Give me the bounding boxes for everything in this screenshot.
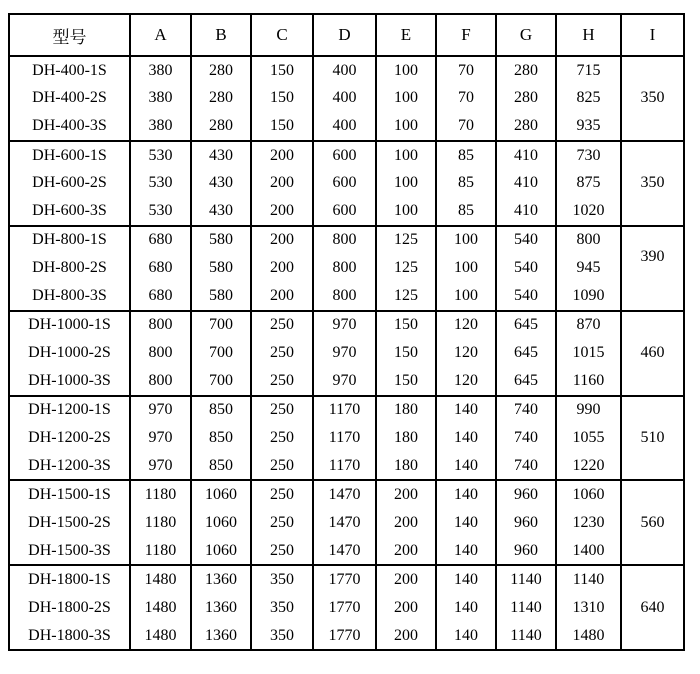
value-cell-a: 1480	[130, 565, 191, 593]
value-cell-g: 1140	[496, 565, 556, 593]
column-header-a: A	[130, 14, 191, 56]
value-cell-h: 870	[556, 311, 621, 339]
value-cell-c: 250	[251, 537, 313, 565]
value-cell-d: 800	[313, 282, 376, 310]
value-cell-b: 850	[191, 424, 251, 452]
value-cell-a: 530	[130, 197, 191, 225]
value-cell-b: 850	[191, 396, 251, 424]
value-cell-f: 140	[436, 509, 496, 537]
value-cell-c: 250	[251, 367, 313, 395]
value-cell-e: 150	[376, 311, 436, 339]
value-cell-f: 120	[436, 339, 496, 367]
model-cell: DH-400-2S	[9, 84, 130, 112]
value-cell-e: 200	[376, 537, 436, 565]
value-cell-d: 400	[313, 84, 376, 112]
value-cell-a: 680	[130, 254, 191, 282]
value-cell-b: 430	[191, 169, 251, 197]
dimension-spec-table	[8, 13, 685, 651]
value-cell-f: 70	[436, 84, 496, 112]
value-cell-a: 970	[130, 396, 191, 424]
model-cell: DH-800-1S	[9, 226, 130, 254]
column-header-f: F	[436, 14, 496, 56]
value-cell-h: 730	[556, 141, 621, 169]
model-group	[9, 480, 684, 565]
table-row	[9, 594, 684, 622]
value-cell-g: 645	[496, 339, 556, 367]
value-cell-d: 1770	[313, 565, 376, 593]
value-cell-h: 1220	[556, 452, 621, 480]
model-cell: DH-1500-2S	[9, 509, 130, 537]
value-cell-h: 1020	[556, 197, 621, 225]
value-cell-b: 580	[191, 226, 251, 254]
value-cell-b: 280	[191, 113, 251, 141]
column-header-model: 型号	[9, 14, 130, 56]
value-cell-f: 140	[436, 622, 496, 650]
value-cell-f: 140	[436, 480, 496, 508]
value-cell-c: 250	[251, 452, 313, 480]
value-cell-e: 100	[376, 169, 436, 197]
value-cell-e: 100	[376, 141, 436, 169]
value-cell-f: 140	[436, 452, 496, 480]
model-group	[9, 226, 684, 311]
value-cell-b: 1360	[191, 565, 251, 593]
value-cell-c: 250	[251, 339, 313, 367]
table-row	[9, 452, 684, 480]
value-cell-e: 125	[376, 282, 436, 310]
table-row	[9, 254, 684, 282]
model-cell: DH-1000-3S	[9, 367, 130, 395]
value-cell-c: 350	[251, 565, 313, 593]
value-cell-g: 280	[496, 113, 556, 141]
value-cell-h: 800	[556, 226, 621, 254]
value-cell-d: 600	[313, 169, 376, 197]
value-cell-g: 1140	[496, 622, 556, 650]
value-cell-c: 350	[251, 594, 313, 622]
value-cell-e: 180	[376, 424, 436, 452]
value-cell-b: 580	[191, 282, 251, 310]
value-cell-f: 140	[436, 424, 496, 452]
value-cell-c: 200	[251, 226, 313, 254]
value-cell-a: 800	[130, 367, 191, 395]
value-cell-b: 700	[191, 339, 251, 367]
value-cell-g: 280	[496, 84, 556, 112]
value-cell-f: 85	[436, 197, 496, 225]
value-cell-e: 150	[376, 339, 436, 367]
table-row	[9, 424, 684, 452]
value-cell-f: 120	[436, 311, 496, 339]
table-row	[9, 622, 684, 650]
value-cell-f: 85	[436, 141, 496, 169]
model-cell: DH-400-3S	[9, 113, 130, 141]
value-cell-f: 140	[436, 565, 496, 593]
model-cell: DH-1200-3S	[9, 452, 130, 480]
model-cell: DH-1800-3S	[9, 622, 130, 650]
value-cell-c: 200	[251, 141, 313, 169]
value-cell-b: 1360	[191, 622, 251, 650]
column-header-e: E	[376, 14, 436, 56]
value-cell-d: 1470	[313, 537, 376, 565]
value-cell-e: 200	[376, 622, 436, 650]
model-cell: DH-400-1S	[9, 56, 130, 84]
value-cell-b: 1060	[191, 509, 251, 537]
value-cell-e: 200	[376, 480, 436, 508]
model-cell: DH-600-1S	[9, 141, 130, 169]
value-cell-a: 1480	[130, 594, 191, 622]
value-cell-g: 740	[496, 396, 556, 424]
value-cell-d: 1770	[313, 594, 376, 622]
value-cell-g: 960	[496, 480, 556, 508]
model-group	[9, 311, 684, 396]
value-cell-e: 125	[376, 254, 436, 282]
value-cell-g: 410	[496, 197, 556, 225]
model-cell: DH-800-2S	[9, 254, 130, 282]
value-cell-b: 430	[191, 197, 251, 225]
value-cell-b: 700	[191, 367, 251, 395]
value-cell-h: 945	[556, 254, 621, 282]
value-cell-d: 1170	[313, 396, 376, 424]
table-row	[9, 113, 684, 141]
value-cell-a: 1180	[130, 480, 191, 508]
value-cell-d: 800	[313, 226, 376, 254]
value-cell-h: 825	[556, 84, 621, 112]
value-cell-a: 680	[130, 226, 191, 254]
table-row	[9, 537, 684, 565]
value-cell-a: 380	[130, 84, 191, 112]
value-cell-f: 140	[436, 396, 496, 424]
i-merged-cell: 390	[621, 226, 684, 311]
value-cell-b: 850	[191, 452, 251, 480]
value-cell-c: 200	[251, 169, 313, 197]
value-cell-c: 250	[251, 480, 313, 508]
i-merged-cell: 350	[621, 56, 684, 141]
value-cell-h: 1090	[556, 282, 621, 310]
model-group	[9, 56, 684, 141]
value-cell-c: 150	[251, 113, 313, 141]
value-cell-f: 140	[436, 537, 496, 565]
value-cell-d: 400	[313, 56, 376, 84]
value-cell-e: 125	[376, 226, 436, 254]
value-cell-f: 100	[436, 254, 496, 282]
value-cell-h: 875	[556, 169, 621, 197]
value-cell-h: 1230	[556, 509, 621, 537]
value-cell-d: 970	[313, 339, 376, 367]
value-cell-c: 150	[251, 56, 313, 84]
value-cell-a: 680	[130, 282, 191, 310]
value-cell-g: 540	[496, 254, 556, 282]
value-cell-d: 970	[313, 367, 376, 395]
value-cell-d: 600	[313, 197, 376, 225]
column-header-i: I	[621, 14, 684, 56]
value-cell-f: 140	[436, 594, 496, 622]
table-row	[9, 56, 684, 84]
value-cell-c: 200	[251, 282, 313, 310]
model-group	[9, 141, 684, 226]
value-cell-c: 150	[251, 84, 313, 112]
i-merged-cell: 560	[621, 480, 684, 565]
value-cell-b: 280	[191, 84, 251, 112]
column-header-b: B	[191, 14, 251, 56]
column-header-d: D	[313, 14, 376, 56]
model-cell: DH-1000-2S	[9, 339, 130, 367]
value-cell-c: 200	[251, 254, 313, 282]
value-cell-a: 530	[130, 169, 191, 197]
value-cell-e: 150	[376, 367, 436, 395]
table-row	[9, 339, 684, 367]
table-row	[9, 565, 684, 593]
value-cell-g: 740	[496, 452, 556, 480]
value-cell-a: 800	[130, 339, 191, 367]
value-cell-c: 200	[251, 197, 313, 225]
value-cell-h: 1060	[556, 480, 621, 508]
table-row	[9, 282, 684, 310]
i-merged-cell: 640	[621, 565, 684, 650]
value-cell-e: 180	[376, 452, 436, 480]
value-cell-d: 1470	[313, 480, 376, 508]
i-merged-cell: 510	[621, 396, 684, 481]
i-merged-cell: 350	[621, 141, 684, 226]
table-row	[9, 197, 684, 225]
value-cell-b: 1360	[191, 594, 251, 622]
value-cell-a: 800	[130, 311, 191, 339]
value-cell-h: 1140	[556, 565, 621, 593]
value-cell-e: 200	[376, 594, 436, 622]
value-cell-g: 540	[496, 226, 556, 254]
value-cell-a: 380	[130, 56, 191, 84]
model-cell: DH-1800-2S	[9, 594, 130, 622]
value-cell-g: 410	[496, 169, 556, 197]
value-cell-f: 70	[436, 113, 496, 141]
table-row	[9, 509, 684, 537]
table-row	[9, 480, 684, 508]
model-cell: DH-1800-1S	[9, 565, 130, 593]
value-cell-d: 1470	[313, 509, 376, 537]
value-cell-b: 1060	[191, 537, 251, 565]
value-cell-g: 410	[496, 141, 556, 169]
value-cell-c: 250	[251, 424, 313, 452]
value-cell-d: 1770	[313, 622, 376, 650]
value-cell-g: 740	[496, 424, 556, 452]
value-cell-e: 100	[376, 56, 436, 84]
value-cell-e: 200	[376, 509, 436, 537]
model-cell: DH-1500-1S	[9, 480, 130, 508]
value-cell-f: 100	[436, 226, 496, 254]
value-cell-d: 1170	[313, 424, 376, 452]
value-cell-e: 180	[376, 396, 436, 424]
table-header	[9, 14, 684, 56]
value-cell-e: 200	[376, 565, 436, 593]
value-cell-g: 645	[496, 311, 556, 339]
value-cell-d: 970	[313, 311, 376, 339]
value-cell-h: 990	[556, 396, 621, 424]
value-cell-g: 645	[496, 367, 556, 395]
value-cell-b: 280	[191, 56, 251, 84]
model-cell: DH-600-2S	[9, 169, 130, 197]
column-header-h: H	[556, 14, 621, 56]
value-cell-f: 70	[436, 56, 496, 84]
value-cell-d: 400	[313, 113, 376, 141]
column-header-c: C	[251, 14, 313, 56]
table-row	[9, 169, 684, 197]
column-header-g: G	[496, 14, 556, 56]
model-cell: DH-1200-2S	[9, 424, 130, 452]
header-row	[9, 14, 684, 56]
model-cell: DH-800-3S	[9, 282, 130, 310]
table-row	[9, 141, 684, 169]
value-cell-h: 1310	[556, 594, 621, 622]
value-cell-e: 100	[376, 113, 436, 141]
value-cell-d: 800	[313, 254, 376, 282]
value-cell-g: 280	[496, 56, 556, 84]
model-group	[9, 396, 684, 481]
value-cell-d: 600	[313, 141, 376, 169]
value-cell-h: 1160	[556, 367, 621, 395]
value-cell-f: 85	[436, 169, 496, 197]
table-row	[9, 367, 684, 395]
value-cell-b: 700	[191, 311, 251, 339]
model-cell: DH-1500-3S	[9, 537, 130, 565]
i-merged-cell: 460	[621, 311, 684, 396]
value-cell-e: 100	[376, 197, 436, 225]
value-cell-h: 1055	[556, 424, 621, 452]
value-cell-c: 250	[251, 509, 313, 537]
value-cell-g: 960	[496, 509, 556, 537]
value-cell-h: 1015	[556, 339, 621, 367]
value-cell-d: 1170	[313, 452, 376, 480]
value-cell-g: 1140	[496, 594, 556, 622]
model-cell: DH-1000-1S	[9, 311, 130, 339]
value-cell-h: 1400	[556, 537, 621, 565]
value-cell-f: 100	[436, 282, 496, 310]
value-cell-b: 580	[191, 254, 251, 282]
value-cell-c: 250	[251, 396, 313, 424]
value-cell-h: 715	[556, 56, 621, 84]
value-cell-h: 1480	[556, 622, 621, 650]
value-cell-a: 970	[130, 424, 191, 452]
table-row	[9, 226, 684, 254]
table-row	[9, 84, 684, 112]
value-cell-a: 1480	[130, 622, 191, 650]
value-cell-a: 1180	[130, 537, 191, 565]
value-cell-a: 380	[130, 113, 191, 141]
value-cell-b: 1060	[191, 480, 251, 508]
value-cell-a: 970	[130, 452, 191, 480]
model-cell: DH-600-3S	[9, 197, 130, 225]
value-cell-e: 100	[376, 84, 436, 112]
model-group	[9, 565, 684, 650]
value-cell-c: 350	[251, 622, 313, 650]
model-cell: DH-1200-1S	[9, 396, 130, 424]
value-cell-g: 540	[496, 282, 556, 310]
table-row	[9, 396, 684, 424]
value-cell-a: 1180	[130, 509, 191, 537]
value-cell-h: 935	[556, 113, 621, 141]
value-cell-c: 250	[251, 311, 313, 339]
table-row	[9, 311, 684, 339]
value-cell-f: 120	[436, 367, 496, 395]
value-cell-g: 960	[496, 537, 556, 565]
value-cell-b: 430	[191, 141, 251, 169]
value-cell-a: 530	[130, 141, 191, 169]
